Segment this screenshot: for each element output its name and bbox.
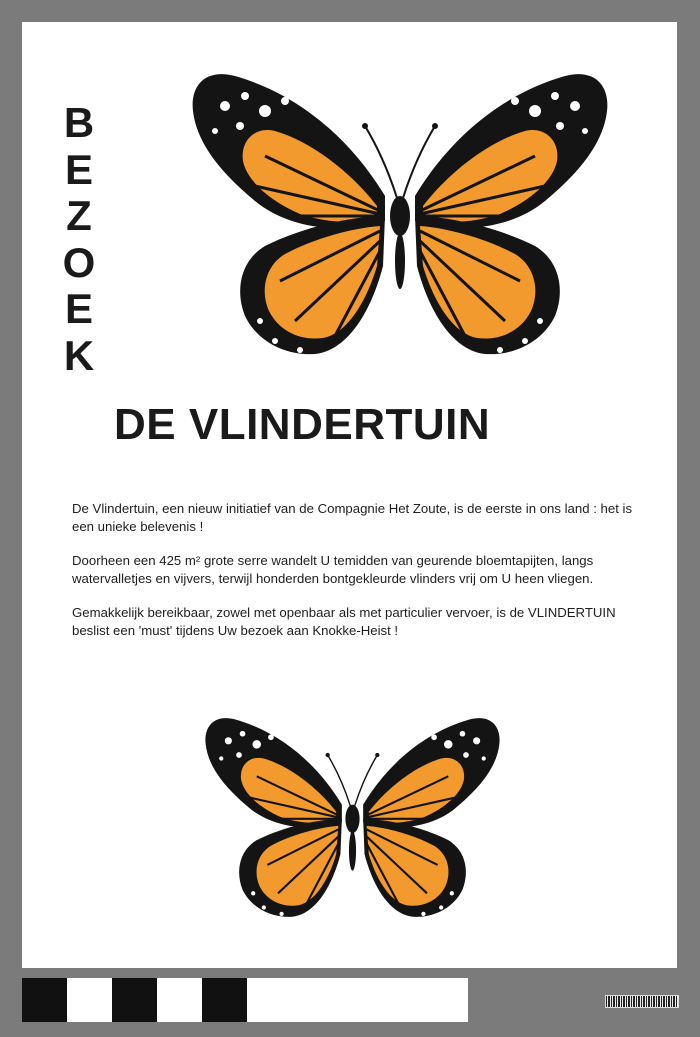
body-text xyxy=(72,500,637,656)
vertical-letter: K xyxy=(63,331,95,379)
paragraph-intro: De Vlindertuin, een nieuw initiatief van de Compagnie Het Zoute, is de eerste in ons land : het is een unieke belevenis ! xyxy=(72,501,633,534)
vertical-letter: E xyxy=(64,285,93,332)
calibration-swatch-black xyxy=(202,978,247,1022)
butterfly-top-illustration xyxy=(185,66,615,358)
vertical-letter: E xyxy=(64,145,93,193)
calibration-swatch-white xyxy=(157,978,202,1022)
vertical-word-bezoek xyxy=(56,100,102,379)
calibration-swatch-black xyxy=(112,978,157,1022)
calibration-swatch-white xyxy=(67,978,112,1022)
headline: DE VLINDERTUIN xyxy=(114,400,491,449)
paragraph-greenhouse: Doorheen een 425 m² grote serre wandelt U temidden van geurende bloemtapijten, langs watervalletjes en vijvers, terwijl honderden bontgekleurde vlinders vrij om U heen vliegen. xyxy=(72,553,594,586)
barcode-icon xyxy=(605,995,679,1008)
vertical-letter: B xyxy=(63,99,95,146)
calibration-swatch-white xyxy=(247,978,468,1022)
vertical-letter: Z xyxy=(66,192,92,239)
vertical-letter: O xyxy=(62,238,96,286)
paragraph-access: Gemakkelijk bereikbaar, zowel met openbaar als met particulier vervoer, is de VLINDERTUIN beslist een 'must' tijdens Uw bezoek aan Knokke-Heist ! xyxy=(72,605,616,638)
color-calibration-strip xyxy=(22,978,468,1022)
calibration-swatch-black xyxy=(22,978,67,1022)
butterfly-bottom-illustration xyxy=(200,712,505,920)
